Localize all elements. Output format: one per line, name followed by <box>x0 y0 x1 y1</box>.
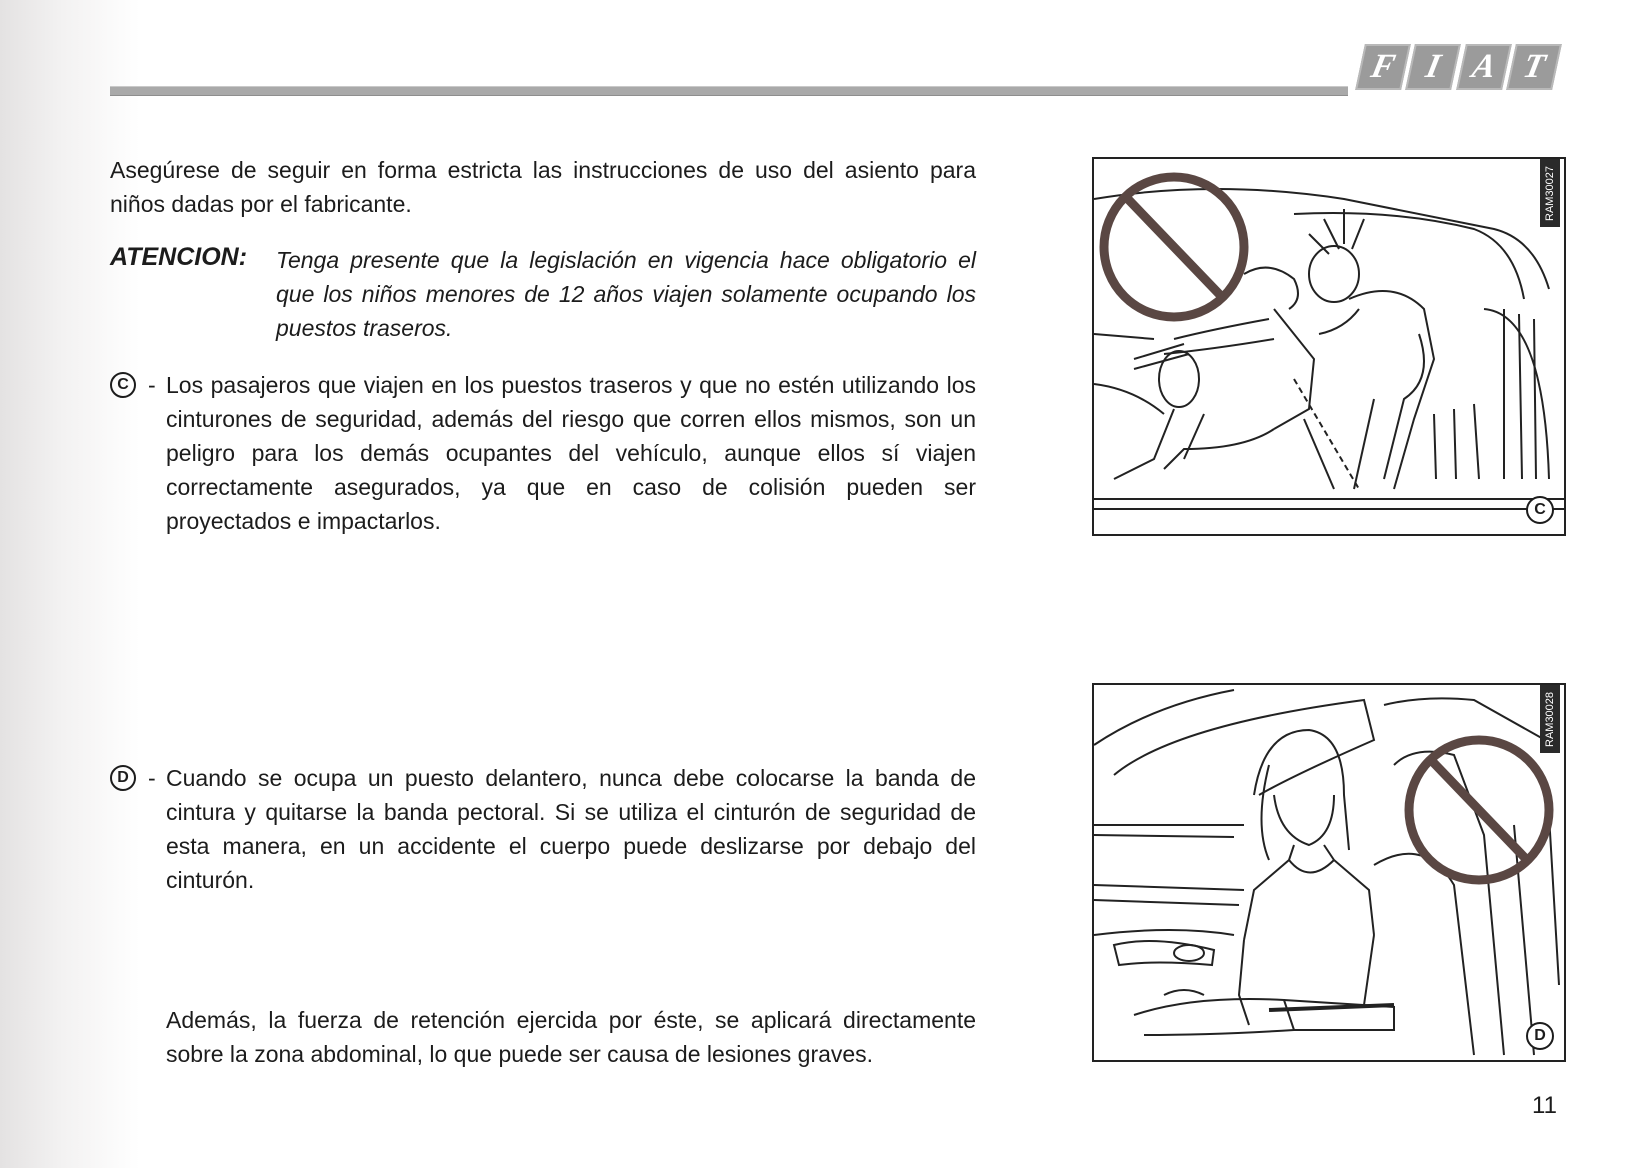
prohibition-icon <box>1104 177 1244 317</box>
figure-label-c: C <box>1526 496 1554 524</box>
figure-code: RAM30028 <box>1540 685 1560 753</box>
logo-letter: A <box>1456 44 1512 90</box>
logo-letter: I <box>1405 44 1461 90</box>
illustration-rear-passenger-collision <box>1094 159 1564 534</box>
logo-letter: T <box>1506 44 1562 90</box>
prohibition-icon <box>1409 740 1549 880</box>
figure-code: RAM30027 <box>1540 159 1560 227</box>
figure-label-d: D <box>1526 1022 1554 1050</box>
fiat-logo <box>1360 44 1557 90</box>
atencion-text: Tenga presente que la legislación en vigencia hace obligatorio el que los niños menores de 12 años viajen solamente ocupando los puestos traseros. <box>276 247 976 341</box>
item-d <box>110 761 976 901</box>
item-dash: - <box>148 372 156 398</box>
extra-paragraph: Además, la fuerza de retención ejercida por éste, se aplicará directamente sobre la zona abdominal, lo que puede ser causa de lesiones graves. <box>166 1007 976 1067</box>
figure-c <box>1092 157 1566 536</box>
page-number: 11 <box>1532 1092 1557 1119</box>
header-rule <box>110 86 1348 96</box>
item-c <box>110 368 976 538</box>
logo-letter: F <box>1355 44 1411 90</box>
figure-d <box>1092 683 1566 1062</box>
item-c-text: Los pasajeros que viajen en los puestos traseros y que no estén utilizando los cinturones de seguridad, además del riesgo que corren ellos mismos, son un peligro para los demás ocupantes del vehículo, aunque ellos sí viajen correctamente asegurados, ya que en caso de colisión pueden ser proyectados e impactarlos. <box>166 372 976 534</box>
item-d-text: Cuando se ocupa un puesto delantero, nunca debe colocarse la banda de cintura y quitarse la banda pectoral. Si se utiliza el cinturón de seguridad de esta manera, en un accidente el cuerpo puede deslizarse por debajo del cinturón. <box>166 765 976 893</box>
illustration-front-passenger-lap-belt <box>1094 685 1564 1060</box>
intro-paragraph: Asegúrese de seguir en forma estricta las instrucciones de uso del asiento para niños dadas por el fabricante. <box>110 157 976 217</box>
atencion-label: ATENCION: <box>110 243 248 271</box>
circled-letter-c: C <box>110 372 136 398</box>
item-dash: - <box>148 765 156 791</box>
circled-letter-d: D <box>110 765 136 791</box>
